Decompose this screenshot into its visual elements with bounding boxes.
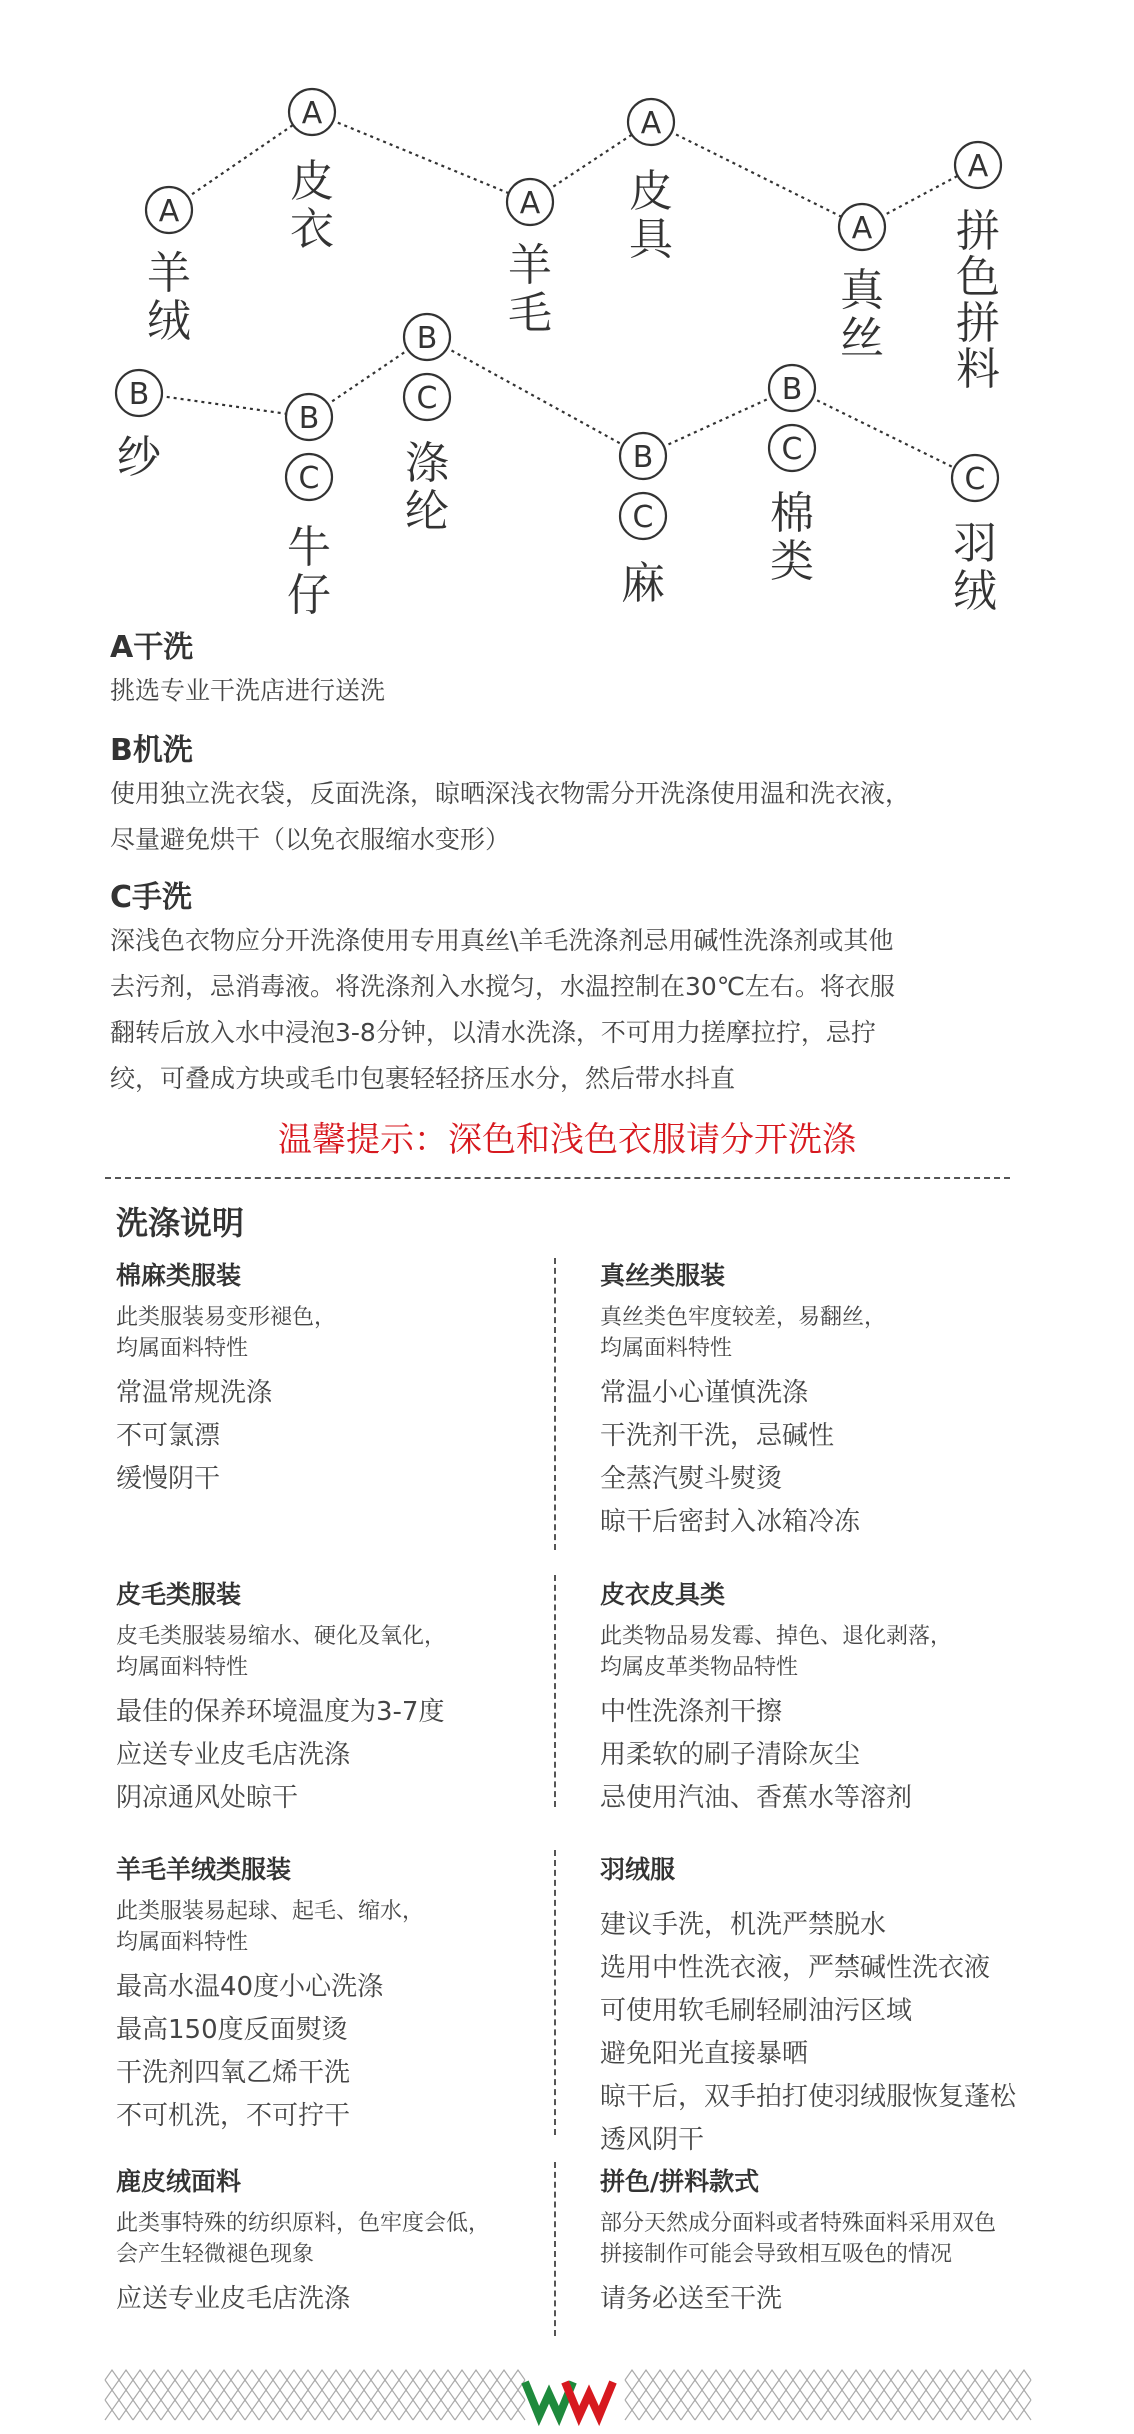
- node-label-char: 真: [840, 265, 884, 316]
- node-label-char: 棉: [770, 488, 814, 539]
- node-letter: C: [416, 381, 438, 416]
- method-c-body: [110, 918, 1030, 1102]
- node-mianlei: [769, 365, 815, 587]
- card-title: 拼色/拼料款式: [600, 2167, 760, 2196]
- card-item: 应送专业皮毛店洗涤: [116, 2284, 351, 2314]
- node-label-char: 丝: [840, 313, 884, 364]
- zigzag-pattern-right: [625, 2370, 1031, 2420]
- node-label-char: 纶: [405, 486, 449, 537]
- desc-line: 均属面料特性: [600, 1336, 733, 1361]
- method-line: 尽量避免烘干（以免衣服缩水变形）: [110, 825, 511, 854]
- card-title: 羊毛羊绒类服装: [116, 1855, 292, 1884]
- card-title: 皮衣皮具类: [600, 1580, 726, 1609]
- node-yangrong: [146, 187, 192, 347]
- fabric-care-diagram: [0, 0, 1134, 620]
- method-line: 深浅色衣物应分开洗涤使用专用真丝\羊毛洗涤剂忌用碱性洗涤剂或其他: [110, 926, 894, 955]
- method-a-title: A干洗: [110, 630, 194, 665]
- care-card-fur: [116, 1575, 556, 1820]
- method-line: 绞，可叠成方块或毛巾包裹轻轻挤压水分，然后带水抖直: [110, 1064, 736, 1093]
- node-letter: B: [781, 372, 803, 407]
- node-label-char: 羊: [508, 240, 552, 291]
- card-item: 最高150度反面熨烫: [116, 2015, 348, 2045]
- card-desc: [600, 1302, 1040, 1364]
- card-title: 棉麻类服装: [116, 1261, 242, 1290]
- card-item: 不可氯漂: [116, 1421, 221, 1451]
- method-line: 挑选专业干洗店进行送洗: [110, 676, 386, 705]
- node-label-char: 麻: [621, 558, 665, 609]
- node-label-char: 衣: [290, 204, 334, 255]
- wash-instructions-title: 洗涤说明: [116, 1204, 245, 1242]
- care-card-suede: [116, 2162, 556, 2321]
- card-item: 用柔软的刷子清除灰尘: [600, 1740, 861, 1770]
- card-item: 晾干后，双手拍打使羽绒服恢复蓬松: [600, 2082, 1017, 2112]
- method-line: 翻转后放入水中浸泡3-8分钟，以清水洗涤，不可用力搓摩拉拧，忌拧: [110, 1018, 876, 1047]
- node-piyi: [289, 89, 335, 255]
- node-ma: [620, 433, 666, 609]
- card-item: 常温常规洗涤: [116, 1378, 273, 1408]
- card-item: 全蒸汽熨斗熨烫: [600, 1464, 783, 1494]
- zigzag-line: [105, 2370, 525, 2420]
- card-item: 请务必送至干洗: [600, 2284, 783, 2314]
- node-label-char: 毛: [508, 288, 552, 339]
- card-item: 可使用软毛刷轻刷油污区域: [600, 1996, 913, 2026]
- node-letter: A: [519, 186, 541, 221]
- node-letter: A: [967, 149, 989, 184]
- care-card-patchwork: [600, 2162, 1040, 2321]
- node-yangmao: [507, 179, 553, 339]
- desc-line: 均属面料特性: [116, 1336, 249, 1361]
- node-label-char: 料: [956, 344, 1000, 395]
- card-item: 中性洗涤剂干擦: [600, 1697, 783, 1727]
- card-item: 干洗剂干洗，忌碱性: [600, 1421, 835, 1451]
- card-item: 选用中性洗衣液，严禁碱性洗衣液: [600, 1953, 991, 1983]
- node-label-char: 羊: [147, 248, 191, 299]
- node-letter: A: [640, 106, 662, 141]
- card-desc: [116, 1621, 556, 1683]
- node-label-char: 牛: [287, 522, 331, 573]
- node-niuzai: [286, 394, 332, 620]
- footer-decoration: [0, 2360, 1134, 2434]
- section-divider: [105, 1177, 1010, 1179]
- card-item: 建议手洗，机洗严禁脱水: [600, 1910, 887, 1940]
- desc-line: 此类服装易起球、起毛、缩水，: [116, 1899, 425, 1924]
- card-item: 常温小心谨慎洗涤: [600, 1378, 809, 1408]
- node-letter: C: [781, 432, 803, 467]
- desc-line: 此类服装易变形褪色，: [116, 1305, 337, 1330]
- card-desc: [116, 2208, 556, 2270]
- card-item: 缓慢阴干: [116, 1464, 221, 1494]
- method-b-title: B机洗: [110, 733, 193, 768]
- care-card-cotton-linen: [116, 1256, 556, 1501]
- card-desc: [600, 2208, 1040, 2270]
- zigzag-line: [625, 2370, 1031, 2420]
- node-yurong: [952, 455, 998, 617]
- desc-line: 均属面料特性: [116, 1655, 249, 1680]
- brand-logo-icon: [525, 2382, 613, 2416]
- card-item: 应送专业皮毛店洗涤: [116, 1740, 351, 1770]
- node-letter: A: [158, 194, 180, 229]
- desc-line: 均属面料特性: [116, 1930, 249, 1955]
- node-letter: C: [298, 461, 320, 496]
- node-pinse: [955, 142, 1001, 395]
- desc-line: 均属皮革类物品特性: [600, 1655, 799, 1680]
- card-item: 晾干后密封入冰箱冷冻: [600, 1507, 861, 1537]
- node-label-char: 绒: [953, 566, 997, 617]
- card-item: 最高水温40度小心洗涤: [116, 1972, 384, 2002]
- desc-line: 部分天然成分面料或者特殊面料采用双色: [600, 2211, 997, 2236]
- node-label-char: 色: [956, 252, 1000, 303]
- node-letter: A: [851, 211, 873, 246]
- care-card-down: [600, 1850, 1100, 2162]
- node-letter: C: [964, 462, 986, 497]
- desc-line: 此类物品易发霉、掉色、退化剥落，: [600, 1624, 953, 1649]
- node-label-char: 绒: [147, 296, 191, 347]
- node-label-char: 拼: [956, 298, 1000, 349]
- method-a-body: [110, 668, 1030, 714]
- card-item: 阴凉通风处晾干: [116, 1783, 299, 1813]
- zigzag-pattern-left: [105, 2370, 525, 2420]
- card-item: 最佳的保养环境温度为3-7度: [116, 1697, 445, 1727]
- node-label-char: 纱: [117, 432, 161, 483]
- node-label-char: 类: [770, 536, 814, 587]
- desc-line: 会产生轻微褪色现象: [116, 2242, 315, 2267]
- node-letter: B: [632, 440, 654, 475]
- card-item: 避免阳光直接暴晒: [600, 2039, 809, 2069]
- node-label-char: 皮: [629, 166, 673, 217]
- warm-tip: 温馨提示：深色和浅色衣服请分开洗涤: [278, 1120, 856, 1160]
- node-letter: A: [301, 96, 323, 131]
- node-dilun: [404, 314, 450, 537]
- care-card-leather: [600, 1575, 1040, 1820]
- card-desc: [600, 1621, 1040, 1683]
- method-line: 去污剂，忌消毒液。将洗涤剂入水搅匀，水温控制在30℃左右。将衣服: [110, 972, 895, 1001]
- care-card-wool: [116, 1850, 556, 2138]
- care-card-silk: [600, 1256, 1040, 1544]
- node-sha: [116, 370, 163, 483]
- card-item: 干洗剂四氧乙烯干洗: [116, 2058, 351, 2088]
- method-b-body: [110, 771, 1030, 863]
- node-letter: B: [416, 321, 438, 356]
- card-title: 皮毛类服装: [116, 1580, 242, 1609]
- node-label-char: 具: [629, 214, 673, 265]
- method-line: 使用独立洗衣袋，反面洗涤，晾晒深浅衣物需分开洗涤使用温和洗衣液，: [110, 779, 911, 808]
- card-desc: [116, 1896, 556, 1958]
- node-label-char: 涤: [405, 438, 449, 489]
- node-letter: C: [632, 500, 654, 535]
- card-title: 真丝类服装: [600, 1261, 726, 1290]
- desc-line: 拼接制作可能会导致相互吸色的情况: [600, 2242, 953, 2267]
- node-label-char: 仔: [287, 570, 331, 620]
- node-zhensi: [839, 204, 886, 364]
- method-c-title: C手洗: [110, 880, 193, 915]
- card-item: 不可机洗，不可拧干: [116, 2101, 351, 2131]
- node-label-char: 皮: [290, 156, 334, 207]
- card-item: 透风阴干: [600, 2125, 705, 2155]
- desc-line: 真丝类色牢度较差，易翻丝，: [600, 1305, 887, 1330]
- node-label-char: 羽: [953, 518, 997, 569]
- card-desc: [116, 1302, 556, 1364]
- card-title: 羽绒服: [600, 1855, 676, 1884]
- node-piju: [628, 99, 675, 265]
- node-label-char: 拼: [956, 206, 1000, 257]
- desc-line: 皮毛类服装易缩水、硬化及氧化，: [116, 1624, 447, 1649]
- card-item: 忌使用汽油、香蕉水等溶剂: [600, 1783, 913, 1813]
- node-letter: B: [128, 377, 150, 412]
- desc-line: 此类事特殊的纺织原料，色牢度会低，: [116, 2211, 491, 2236]
- card-title: 鹿皮绒面料: [116, 2167, 242, 2196]
- node-letter: B: [298, 401, 320, 436]
